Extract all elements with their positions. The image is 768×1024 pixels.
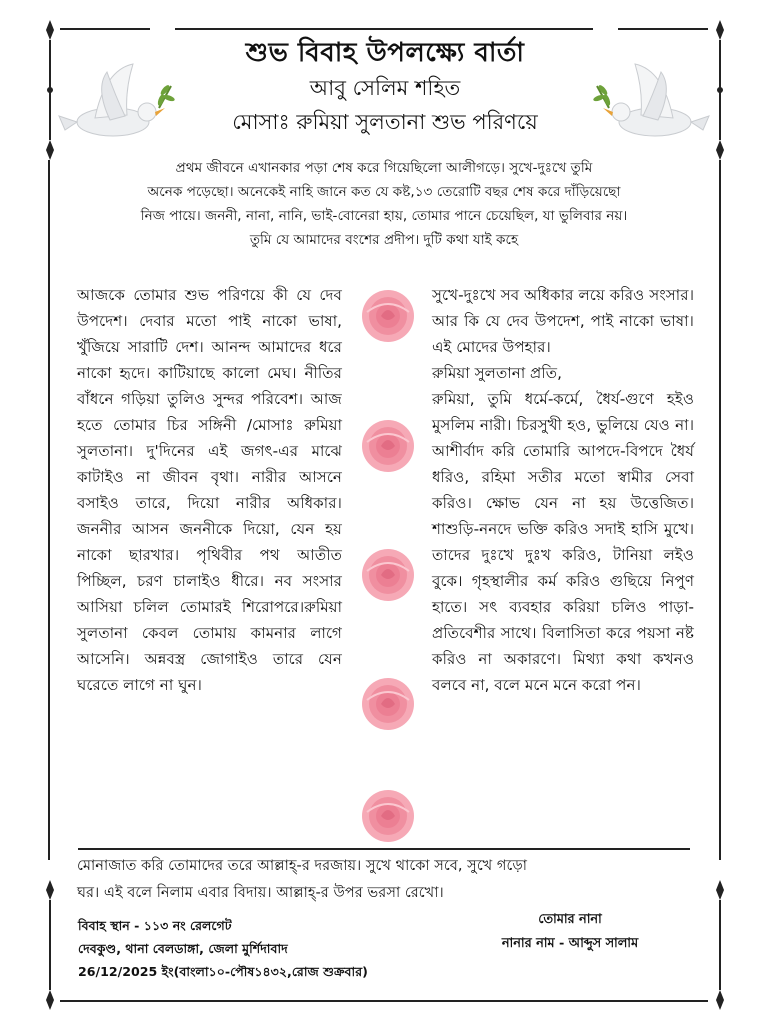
pink-rose-icon — [357, 416, 419, 476]
frame-left-vertical — [48, 160, 50, 860]
intro-line: নিজ পায়ে। জননী, নানা, নানি, ভাই-বোনেরা হায়, তোমার পানে চেয়েছিল, যা ভুলিবার নয়। — [140, 208, 628, 224]
right-column-poem — [432, 282, 694, 698]
venue-date: 26/12/2025 ইং(বাংলা১০-পৌষ১৪৩২,রোজ শুক্রবার) — [78, 964, 368, 979]
page-title: শুভ বিবাহ উপলক্ষ্যে বার্তা — [245, 38, 525, 68]
right-column-para2: রুমিয়া, তুমি ধর্মে-কর্মে, ধৈর্য-গুণে হইও মুসলিম নারী। চিরসুখী হও, ভুলিয়ে যেও না। আশীর্বাদ করি তোমারি আপদে-বিপদে ধৈর্য ধরিও, রহিমা সতীর মতো স্বামীর সেবা করিও। ক্ষোভ যেন না হয় উত্তেজিত। শাশুড়ি-ননদে ভক্তি করিও সদাই হাসি মুখে। তাদের দুঃখে দুঃখ করিও, টানিয়া লইও বুকে। গৃহস্থালীর কর্ম করিও গুছিয়ে নিপুণ হাতে। সৎ ব্যবহার করিয়া চলিও পাড়া-প্রতিবেশীর সাথে। বিলাসিতা করে পয়সা নষ্ট করিও না অকারণে। মিথ্যা কথা কখনও বলবে না, বলে মনে মনে করো পন। — [432, 390, 694, 694]
signature-name: নানার নাম - আব্দুস সালাম — [501, 936, 639, 951]
frame-top-line — [175, 28, 593, 30]
right-column-para1: সুখে-দুঃখে সব অধিকার লয়ে করিও সংসার। আর কি যে দেব উপদেশ, পাই নাকো ভাষা। এই মোদের উপহার। — [432, 286, 694, 356]
left-column-text: আজকে তোমার শুভ পরিণয়ে কী যে দেব উপদেশ। দেবার মতো পাই নাকো ভাষা, খুঁজিয়ে সারাটি দেশ। আনন্দ আমাদের ধরে নাকো হৃদে। কাটিয়াছে কালো মেঘ। নীতির বাঁধনে গড়িয়া তুলিও সুন্দর পরিবেশ। আজ হতে তোমার চির সঙ্গিনী /মোসাঃ রুমিয়া সুলতানা। দু'দিনের এই জগৎ-এর মাঝে কাটাইও না জীবন বৃথা। নারীর আসনে বসাইও তারে, দিয়ো নারীর অধিকার। জননীর আসন জননীকে দিয়ো, যেন হয় নাকো ছারখার। পৃথিবীর পথ আতীত পিচ্ছিল, চরণ চালাইও ধীরে। নব সংসার আসিয়া চলিল তোমারই শিরোপরে।রুমিয়া সুলতানা কেবল তোমায় কামনার লাগে আসেনি। অন্নবস্ত্র জোগাইও তারে যেন ঘরেতে লাগে না ঘুন। — [77, 286, 342, 694]
signature-block — [480, 908, 660, 956]
frame-right-vertical — [719, 160, 721, 860]
pink-rose-icon — [357, 786, 419, 846]
closing-prayer — [77, 852, 697, 906]
frame-bottom-line — [60, 1000, 708, 1002]
venue-line: বিবাহ স্থান - ১১৩ নং রেলগেট — [78, 918, 232, 933]
intro-paragraph — [62, 156, 706, 252]
intro-line: অনেক পড়েছো। অনেকেই নাহি জানে কত যে কষ্ট,১৩ তেরোটি বছর শেষ করে দাঁড়িয়েছো — [147, 184, 621, 200]
frame-left-top-line — [60, 28, 150, 30]
left-column-poem — [77, 282, 342, 698]
frame-right-top-line — [618, 28, 708, 30]
closing-line: মোনাজাত করি তোমাদের তরে আল্লাহ্-র দরজায়। সুখে থাকো সবে, সুখে গড়ো — [77, 857, 527, 874]
flourish-ornament-icon — [710, 20, 730, 160]
pink-rose-icon — [357, 286, 419, 346]
closing-line: ঘর। এই বলে নিলাম এবার বিদায়। আল্লাহ্-র উপর ভরসা রেখো। — [77, 884, 444, 901]
right-column-heading: রুমিয়া সুলতানা প্রতি, — [432, 364, 562, 382]
bride-name-line: মোসাঃ রুমিয়া সুলতানা শুভ পরিণয়ে — [232, 110, 538, 134]
pink-rose-icon — [357, 545, 419, 605]
intro-line: প্রথম জীবনে এখানকার পড়া শেষ করে গিয়েছিলো আলীগড়ে। সুখে-দুঃখে তুমি — [175, 160, 593, 176]
venue-details — [78, 914, 368, 983]
venue-address: দেবকুণ্ড, থানা বেলডাঙ্গা, জেলা মুর্শিদাবাদ — [78, 941, 288, 956]
intro-line: তুমি যে আমাদের বংশের প্রদীপ। দুটি কথা যাই কহে — [249, 232, 519, 248]
pink-rose-icon — [357, 674, 419, 734]
flourish-ornament-icon — [710, 880, 730, 1010]
flourish-ornament-icon — [40, 880, 60, 1010]
signature-relation: তোমার নানা — [538, 912, 602, 927]
groom-name-line: আবু সেলিম শহিত — [309, 76, 461, 100]
closing-divider — [78, 848, 690, 850]
